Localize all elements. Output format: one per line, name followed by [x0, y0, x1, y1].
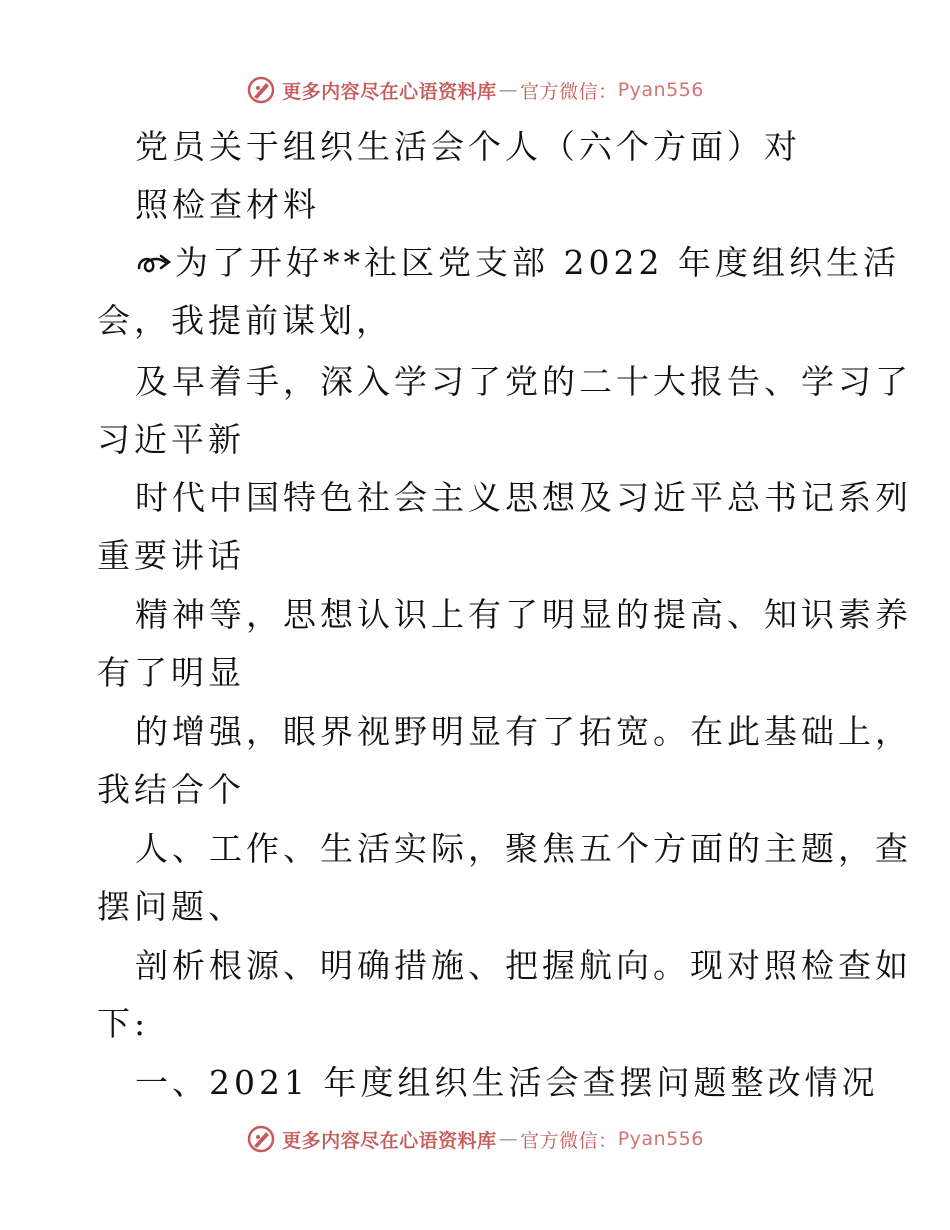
body-line-9: 的增强，眼界视野明显有了拓宽。在此基础上， [135, 712, 912, 751]
section-heading-1: 一、2021 年度组织生活会查摆问题整改情况 [135, 1063, 879, 1102]
watermark-wechat-label: 官方微信： [520, 80, 618, 103]
document-title-line-2: 照检查材料 [135, 185, 320, 224]
document-title-line-1: 党员关于组织生活会个人（六个方面）对 [135, 127, 801, 166]
watermark-text: 更多内容尽在心语资料库 [282, 80, 497, 103]
body-line-8: 有了明显 [97, 653, 245, 692]
watermark-dash: — [498, 79, 519, 101]
body-line-12: 摆问题、 [97, 887, 245, 926]
footer-watermark [0, 1119, 950, 1159]
body-line-3: 及早着手，深入学习了党的二十大报告、学习了 [135, 362, 912, 401]
body-line-6: 重要讲话 [97, 536, 245, 575]
body-line-5: 时代中国特色社会主义思想及习近平总书记系列 [135, 478, 912, 517]
watermark-wechat-id: Pyan556 [617, 1128, 704, 1150]
body-line-11: 人、工作、生活实际，聚焦五个方面的主题，查 [135, 829, 912, 868]
swirl-bullet-icon [135, 248, 175, 278]
body-line-10: 我结合个 [97, 770, 245, 809]
body-line-7: 精神等，思想认识上有了明显的提高、知识素养 [135, 595, 912, 634]
watermark-text: 更多内容尽在心语资料库 [282, 1129, 497, 1152]
body-line-1 [0, 243, 950, 283]
watermark-dash: — [498, 1128, 519, 1150]
body-line-13: 剖析根源、明确措施、把握航向。现对照检查如 [135, 946, 912, 985]
body-line-14: 下: [97, 1004, 150, 1043]
body-line-4: 习近平新 [97, 420, 245, 459]
watermark-wechat-id: Pyan556 [617, 79, 704, 101]
body-line-1-text: 为了开好**社区党支部 2022 年度组织生活 [175, 243, 900, 282]
watermark-wechat-label: 官方微信： [520, 1129, 618, 1152]
brand-logo-icon [246, 75, 276, 105]
brand-logo-icon [246, 1124, 276, 1154]
header-watermark [0, 70, 950, 110]
body-line-2: 会，我提前谋划， [97, 301, 393, 340]
